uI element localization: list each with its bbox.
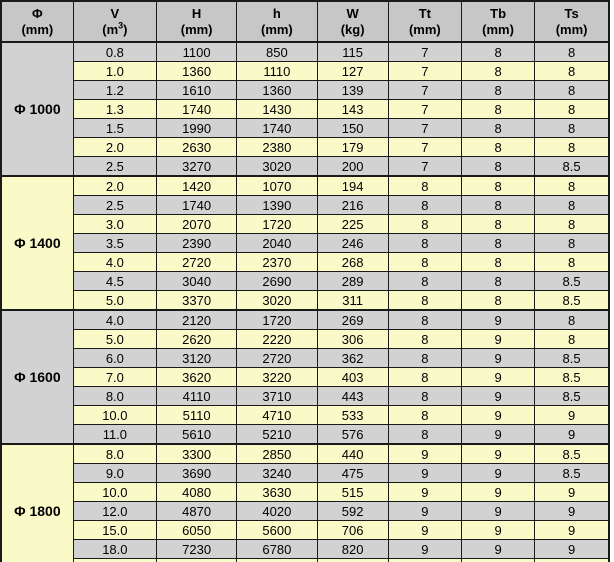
table-cell: 3040 bbox=[157, 272, 237, 291]
table-cell: 7230 bbox=[157, 540, 237, 559]
table-cell: 8 bbox=[461, 253, 534, 272]
table-cell: 8 bbox=[535, 196, 609, 215]
table-cell: 706 bbox=[317, 521, 388, 540]
table-cell: 2690 bbox=[237, 272, 317, 291]
table-cell: 8.0 bbox=[73, 444, 156, 464]
table-cell bbox=[73, 559, 156, 562]
table-cell: 9 bbox=[461, 406, 534, 425]
table-row bbox=[1, 253, 609, 272]
table-cell: 8 bbox=[461, 272, 534, 291]
table-cell: 8 bbox=[388, 406, 461, 425]
table-cell: 8.5 bbox=[535, 387, 609, 406]
table-cell: 9 bbox=[388, 483, 461, 502]
table-cell: 306 bbox=[317, 330, 388, 349]
table-cell: 2220 bbox=[237, 330, 317, 349]
table-cell: 9 bbox=[535, 540, 609, 559]
table-cell: 3620 bbox=[157, 368, 237, 387]
column-header-symbol: V bbox=[110, 5, 120, 21]
table-cell: 8 bbox=[535, 253, 609, 272]
table-cell: 4020 bbox=[237, 502, 317, 521]
table-cell: 143 bbox=[317, 100, 388, 119]
table-cell: 10.0 bbox=[73, 406, 156, 425]
table-cell: 8 bbox=[461, 196, 534, 215]
table-cell: 2370 bbox=[237, 253, 317, 272]
table-cell: 1740 bbox=[157, 100, 237, 119]
table-cell: 8 bbox=[388, 272, 461, 291]
table-cell: 9 bbox=[388, 464, 461, 483]
table-cell: 8 bbox=[388, 215, 461, 234]
table-cell: 8.5 bbox=[535, 272, 609, 291]
table-row bbox=[1, 157, 609, 177]
table-cell: 9 bbox=[535, 425, 609, 445]
table-cell: 3370 bbox=[157, 291, 237, 311]
table-cell: 311 bbox=[317, 291, 388, 311]
table-cell: 5600 bbox=[237, 521, 317, 540]
table-cell: 6.0 bbox=[73, 349, 156, 368]
column-header-unit: (mm) bbox=[180, 21, 213, 37]
column-header-symbol: Ts bbox=[564, 5, 579, 21]
table-row bbox=[1, 425, 609, 445]
table-row bbox=[1, 330, 609, 349]
table-cell: 9 bbox=[461, 502, 534, 521]
table-cell: 6050 bbox=[157, 521, 237, 540]
table-cell: 3020 bbox=[237, 157, 317, 177]
table-cell: 8 bbox=[535, 215, 609, 234]
table-cell: 475 bbox=[317, 464, 388, 483]
table-cell: 246 bbox=[317, 234, 388, 253]
table-cell: 1990 bbox=[157, 119, 237, 138]
table-row bbox=[1, 310, 609, 330]
table-cell: 533 bbox=[317, 406, 388, 425]
table-cell bbox=[237, 559, 317, 562]
table-cell: 5.0 bbox=[73, 291, 156, 311]
table-row bbox=[1, 196, 609, 215]
table-cell: 1.5 bbox=[73, 119, 156, 138]
column-header bbox=[157, 1, 237, 42]
column-header-unit: (mm) bbox=[408, 21, 441, 37]
table-cell: 8 bbox=[535, 100, 609, 119]
table-cell: 18.0 bbox=[73, 540, 156, 559]
column-header-symbol: Tb bbox=[490, 5, 507, 21]
table-row bbox=[1, 387, 609, 406]
table-row bbox=[1, 291, 609, 311]
table-cell: 1100 bbox=[157, 42, 237, 62]
table-cell: 9.0 bbox=[73, 464, 156, 483]
table-body bbox=[1, 42, 609, 562]
table-cell: 5.0 bbox=[73, 330, 156, 349]
table-cell bbox=[388, 559, 461, 562]
table-cell: 2720 bbox=[157, 253, 237, 272]
table-cell: 8 bbox=[388, 234, 461, 253]
table-cell: 4.5 bbox=[73, 272, 156, 291]
column-header-unit: (kg) bbox=[340, 21, 365, 37]
table-row bbox=[1, 81, 609, 100]
table-cell: 2380 bbox=[237, 138, 317, 157]
table-cell: 2.0 bbox=[73, 138, 156, 157]
table-cell: 592 bbox=[317, 502, 388, 521]
table-cell: 4110 bbox=[157, 387, 237, 406]
table-cell: 8 bbox=[388, 349, 461, 368]
table-cell: 5610 bbox=[157, 425, 237, 445]
table-cell: 2120 bbox=[157, 310, 237, 330]
table-cell: 1110 bbox=[237, 62, 317, 81]
group-label: Φ 1000 bbox=[1, 42, 73, 176]
table-cell: 200 bbox=[317, 157, 388, 177]
table-cell: 8 bbox=[461, 42, 534, 62]
table-cell: 0.8 bbox=[73, 42, 156, 62]
table-cell: 8 bbox=[461, 100, 534, 119]
table-row bbox=[1, 215, 609, 234]
table-cell: 10.0 bbox=[73, 483, 156, 502]
table-row bbox=[1, 483, 609, 502]
table-cell: 8 bbox=[388, 253, 461, 272]
table-cell: 4710 bbox=[237, 406, 317, 425]
table-cell: 9 bbox=[461, 349, 534, 368]
table-cell: 9 bbox=[388, 521, 461, 540]
table-header bbox=[1, 1, 609, 42]
table-cell: 3690 bbox=[157, 464, 237, 483]
table-cell: 8 bbox=[461, 234, 534, 253]
table-cell: 3020 bbox=[237, 291, 317, 311]
table-cell: 8 bbox=[388, 425, 461, 445]
table-cell: 3120 bbox=[157, 349, 237, 368]
table-cell: 8 bbox=[535, 81, 609, 100]
column-header-symbol: Φ bbox=[32, 5, 43, 21]
table-cell bbox=[461, 559, 534, 562]
table-cell: 2720 bbox=[237, 349, 317, 368]
table-cell: 8 bbox=[461, 291, 534, 311]
table-cell: 115 bbox=[317, 42, 388, 62]
table-cell: 9 bbox=[388, 502, 461, 521]
table-cell: 9 bbox=[388, 540, 461, 559]
table-cell: 3.5 bbox=[73, 234, 156, 253]
table-cell: 2390 bbox=[157, 234, 237, 253]
group-label: Φ 1600 bbox=[1, 310, 73, 444]
table-cell: 1390 bbox=[237, 196, 317, 215]
table-cell: 3240 bbox=[237, 464, 317, 483]
table-cell: 8 bbox=[535, 176, 609, 196]
table-cell: 6780 bbox=[237, 540, 317, 559]
table-cell: 8 bbox=[461, 119, 534, 138]
table-cell: 139 bbox=[317, 81, 388, 100]
table-cell: 820 bbox=[317, 540, 388, 559]
table-row bbox=[1, 444, 609, 464]
table-cell: 4.0 bbox=[73, 310, 156, 330]
column-header bbox=[535, 1, 609, 42]
table-cell: 440 bbox=[317, 444, 388, 464]
table-cell: 5210 bbox=[237, 425, 317, 445]
table-cell: 8 bbox=[461, 138, 534, 157]
table-cell: 8 bbox=[535, 234, 609, 253]
table-cell: 4080 bbox=[157, 483, 237, 502]
table-cell: 362 bbox=[317, 349, 388, 368]
table-row bbox=[1, 521, 609, 540]
table-cell: 1.3 bbox=[73, 100, 156, 119]
table-cell: 9 bbox=[461, 540, 534, 559]
table-cell: 2.5 bbox=[73, 157, 156, 177]
table-cell: 8 bbox=[535, 138, 609, 157]
table-cell: 1740 bbox=[157, 196, 237, 215]
table-cell: 8.5 bbox=[535, 157, 609, 177]
table-cell: 2040 bbox=[237, 234, 317, 253]
table-cell: 150 bbox=[317, 119, 388, 138]
table-cell: 850 bbox=[237, 42, 317, 62]
table-cell: 9 bbox=[535, 406, 609, 425]
table-row bbox=[1, 502, 609, 521]
table-cell: 3.0 bbox=[73, 215, 156, 234]
table-row bbox=[1, 62, 609, 81]
table-cell: 4.0 bbox=[73, 253, 156, 272]
column-header bbox=[1, 1, 73, 42]
table-row bbox=[1, 138, 609, 157]
table-cell: 3630 bbox=[237, 483, 317, 502]
table-row bbox=[1, 272, 609, 291]
table-cell: 3300 bbox=[157, 444, 237, 464]
table-cell: 9 bbox=[535, 483, 609, 502]
table-cell: 216 bbox=[317, 196, 388, 215]
table-row bbox=[1, 406, 609, 425]
table-cell: 8 bbox=[535, 42, 609, 62]
group-label: Φ 1400 bbox=[1, 176, 73, 310]
table-cell: 8 bbox=[461, 157, 534, 177]
table-cell bbox=[317, 559, 388, 562]
table-cell: 443 bbox=[317, 387, 388, 406]
table-cell: 9 bbox=[461, 387, 534, 406]
table-cell: 1720 bbox=[237, 215, 317, 234]
table-cell: 9 bbox=[461, 368, 534, 387]
table-cell: 7 bbox=[388, 138, 461, 157]
table-cell: 268 bbox=[317, 253, 388, 272]
table-cell: 7 bbox=[388, 100, 461, 119]
table-cell bbox=[157, 559, 237, 562]
table-row bbox=[1, 119, 609, 138]
table-cell: 1720 bbox=[237, 310, 317, 330]
table-cell: 9 bbox=[461, 425, 534, 445]
table-cell: 8 bbox=[535, 62, 609, 81]
table-cell: 9 bbox=[461, 444, 534, 464]
table-cell: 2620 bbox=[157, 330, 237, 349]
table-cell: 1070 bbox=[237, 176, 317, 196]
table-cell: 8 bbox=[388, 310, 461, 330]
column-header bbox=[73, 1, 156, 42]
table-cell: 1610 bbox=[157, 81, 237, 100]
table-cell: 8 bbox=[388, 291, 461, 311]
table-cell: 1360 bbox=[157, 62, 237, 81]
table-cell: 4870 bbox=[157, 502, 237, 521]
column-header-symbol: W bbox=[346, 5, 359, 21]
table-cell: 8 bbox=[461, 81, 534, 100]
table-cell: 8 bbox=[461, 176, 534, 196]
table-row bbox=[1, 540, 609, 559]
table-cell: 8 bbox=[388, 330, 461, 349]
column-header bbox=[388, 1, 461, 42]
table-cell: 3220 bbox=[237, 368, 317, 387]
column-header-unit: (mm) bbox=[21, 21, 54, 37]
table-cell: 8 bbox=[535, 119, 609, 138]
table-cell: 225 bbox=[317, 215, 388, 234]
column-header bbox=[461, 1, 534, 42]
column-header bbox=[237, 1, 317, 42]
table-cell: 7 bbox=[388, 81, 461, 100]
table-cell: 9 bbox=[388, 444, 461, 464]
table-cell: 3270 bbox=[157, 157, 237, 177]
table-cell: 3710 bbox=[237, 387, 317, 406]
table-cell: 8 bbox=[388, 176, 461, 196]
table-cell: 8.5 bbox=[535, 349, 609, 368]
table-cell: 8 bbox=[535, 330, 609, 349]
column-header-symbol: H bbox=[191, 5, 202, 21]
table-cell: 1360 bbox=[237, 81, 317, 100]
table-cell: 8 bbox=[388, 387, 461, 406]
table-cell: 15.0 bbox=[73, 521, 156, 540]
column-header-unit: (mm) bbox=[260, 21, 293, 37]
table-cell: 2630 bbox=[157, 138, 237, 157]
table-cell: 127 bbox=[317, 62, 388, 81]
table-cell: 403 bbox=[317, 368, 388, 387]
table-cell: 5110 bbox=[157, 406, 237, 425]
table-cell: 2850 bbox=[237, 444, 317, 464]
table-cell: 1740 bbox=[237, 119, 317, 138]
table-cell: 289 bbox=[317, 272, 388, 291]
table-cell bbox=[535, 559, 609, 562]
table-cell: 8.5 bbox=[535, 444, 609, 464]
table-cell: 8.5 bbox=[535, 368, 609, 387]
table-cell: 194 bbox=[317, 176, 388, 196]
table-cell: 9 bbox=[461, 310, 534, 330]
table-cell: 9 bbox=[461, 330, 534, 349]
table-cell: 2.0 bbox=[73, 176, 156, 196]
group-label: Φ 1800 bbox=[1, 444, 73, 562]
table-cell: 7.0 bbox=[73, 368, 156, 387]
table-cell: 269 bbox=[317, 310, 388, 330]
table-cell: 9 bbox=[461, 464, 534, 483]
table-cell: 7 bbox=[388, 157, 461, 177]
table-cell: 8 bbox=[388, 196, 461, 215]
table-cell: 9 bbox=[461, 483, 534, 502]
header-row bbox=[1, 1, 609, 42]
table-cell: 1420 bbox=[157, 176, 237, 196]
table-cell: 515 bbox=[317, 483, 388, 502]
table-row bbox=[1, 234, 609, 253]
table-cell: 11.0 bbox=[73, 425, 156, 445]
table-row bbox=[1, 100, 609, 119]
table-cell: 8 bbox=[461, 62, 534, 81]
superscript: 3 bbox=[118, 20, 124, 31]
table-cell: 12.0 bbox=[73, 502, 156, 521]
table-cell: 8.0 bbox=[73, 387, 156, 406]
table-cell: 8.5 bbox=[535, 464, 609, 483]
table-row bbox=[1, 349, 609, 368]
column-header-unit: (mm) bbox=[555, 21, 588, 37]
column-header-unit: $(m^3)$ bbox=[102, 20, 128, 37]
table-cell: 2.5 bbox=[73, 196, 156, 215]
table-row bbox=[1, 464, 609, 483]
table-cell: 7 bbox=[388, 42, 461, 62]
table-row bbox=[1, 559, 609, 562]
table-cell: 7 bbox=[388, 62, 461, 81]
column-header bbox=[317, 1, 388, 42]
table-cell: 179 bbox=[317, 138, 388, 157]
table-cell: 9 bbox=[461, 521, 534, 540]
table-cell: 8.5 bbox=[535, 291, 609, 311]
table-row bbox=[1, 42, 609, 62]
table-cell: 1430 bbox=[237, 100, 317, 119]
table-row bbox=[1, 368, 609, 387]
column-header-symbol: Tt bbox=[418, 5, 431, 21]
table-cell: 9 bbox=[535, 521, 609, 540]
table-cell: 1.0 bbox=[73, 62, 156, 81]
table-cell: 7 bbox=[388, 119, 461, 138]
table-cell: 2070 bbox=[157, 215, 237, 234]
table-cell: 8 bbox=[388, 368, 461, 387]
table-cell: 9 bbox=[535, 502, 609, 521]
table-cell: 8 bbox=[461, 215, 534, 234]
table-row bbox=[1, 176, 609, 196]
column-header-unit: (mm) bbox=[482, 21, 514, 37]
table-cell: 8 bbox=[535, 310, 609, 330]
table-cell: 1.2 bbox=[73, 81, 156, 100]
table-cell: 576 bbox=[317, 425, 388, 445]
column-header-symbol: h bbox=[272, 5, 281, 21]
